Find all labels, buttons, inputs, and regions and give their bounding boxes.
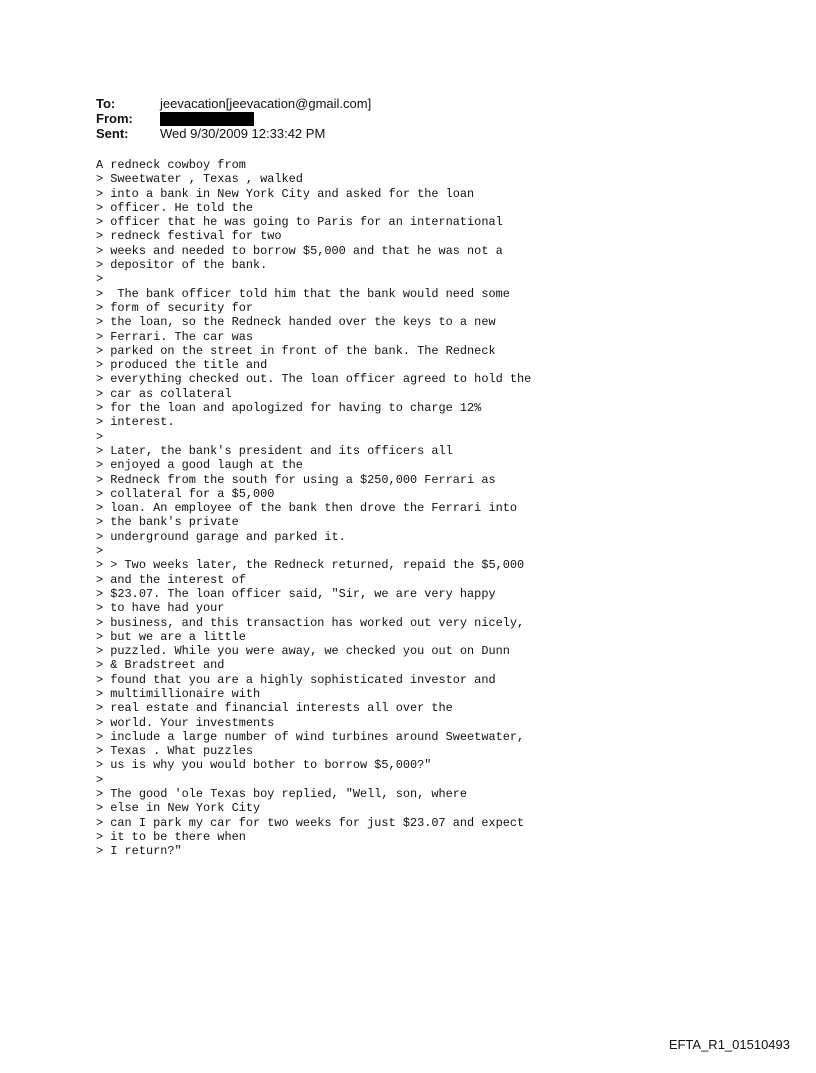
body-line: > > Two weeks later, the Redneck returned, repaid the $5,000 [96, 558, 525, 573]
body-line: > [96, 272, 104, 287]
body-line: > found that you are a highly sophisticated investor and [96, 672, 496, 687]
body-line: > I return?" [96, 844, 182, 859]
to-row [96, 96, 371, 111]
body-line: > business, and this transaction has worked out very nicely, [96, 615, 525, 630]
body-line: > officer that he was going to Paris for an international [96, 215, 503, 230]
body-line: > produced the title and [96, 358, 268, 373]
body-line: > [96, 772, 104, 787]
body-line: > parked on the street in front of the bank. The Redneck [96, 343, 496, 358]
body-line: > redneck festival for two [96, 229, 282, 244]
body-line: > real estate and financial interests all over the [96, 701, 453, 716]
body-line: > everything checked out. The loan officer agreed to hold the [96, 372, 532, 387]
body-line: > the bank's private [96, 515, 239, 530]
body-line: > multimillionaire with [96, 686, 261, 701]
body-line: > form of security for [96, 300, 253, 315]
body-line: > weeks and needed to borrow $5,000 and that he was not a [96, 243, 503, 258]
email-body [96, 158, 531, 859]
body-line: > officer. He told the [96, 200, 253, 215]
body-line: > enjoyed a good laugh at the [96, 458, 303, 473]
body-line: > include a large number of wind turbines around Sweetwater, [96, 729, 525, 744]
redaction-block [160, 112, 254, 126]
body-line: > for the loan and apologized for having to charge 12% [96, 401, 482, 416]
to-label: To: [96, 96, 116, 111]
email-header [96, 96, 371, 141]
body-line: > interest. [96, 415, 175, 430]
body-line: A redneck cowboy from [96, 158, 246, 172]
body-line: > [96, 544, 104, 559]
body-line: > else in New York City [96, 801, 261, 816]
sent-value: Wed 9/30/2009 12:33:42 PM [160, 126, 326, 141]
body-line: > The bank officer told him that the bank would need some [96, 286, 510, 301]
document-id: EFTA_R1_01510493 [668, 1037, 790, 1052]
body-line: > depositor of the bank. [96, 258, 268, 273]
body-line: > into a bank in New York City and asked for the loan [96, 186, 475, 201]
sent-label: Sent: [96, 126, 129, 141]
body-line: > Redneck from the south for using a $250,000 Ferrari as [96, 472, 496, 487]
body-line: > collateral for a $5,000 [96, 486, 275, 501]
body-line: > Texas . What puzzles [96, 744, 253, 759]
sent-row [96, 126, 371, 141]
body-line: > to have had your [96, 601, 225, 616]
body-line: > The good 'ole Texas boy replied, "Well, son, where [96, 787, 468, 802]
body-line: > Sweetwater , Texas , walked [96, 172, 303, 187]
body-line: > underground garage and parked it. [96, 529, 346, 544]
body-line: > [96, 429, 104, 444]
body-line: > the loan, so the Redneck handed over the keys to a new [96, 315, 496, 330]
body-line: > Ferrari. The car was [96, 329, 253, 344]
body-line: > it to be there when [96, 829, 246, 844]
from-label: From: [96, 111, 133, 126]
body-line: > loan. An employee of the bank then drove the Ferrari into [96, 501, 517, 516]
body-line: > us is why you would bother to borrow $5,000?" [96, 758, 432, 773]
body-line: > & Bradstreet and [96, 658, 225, 673]
body-line: > puzzled. While you were away, we checked you out on Dunn [96, 644, 510, 659]
body-line: > can I park my car for two weeks for just $23.07 and expect [96, 815, 525, 830]
body-line: > and the interest of [96, 572, 246, 587]
body-line: > Later, the bank's president and its officers all [96, 443, 453, 458]
body-line: > car as collateral [96, 386, 232, 401]
to-value: jeevacation[jeevacation@gmail.com] [160, 96, 372, 111]
body-line: > but we are a little [96, 629, 246, 644]
body-line: > world. Your investments [96, 715, 275, 730]
body-line: > $23.07. The loan officer said, "Sir, we are very happy [96, 586, 496, 601]
from-row [96, 111, 371, 126]
